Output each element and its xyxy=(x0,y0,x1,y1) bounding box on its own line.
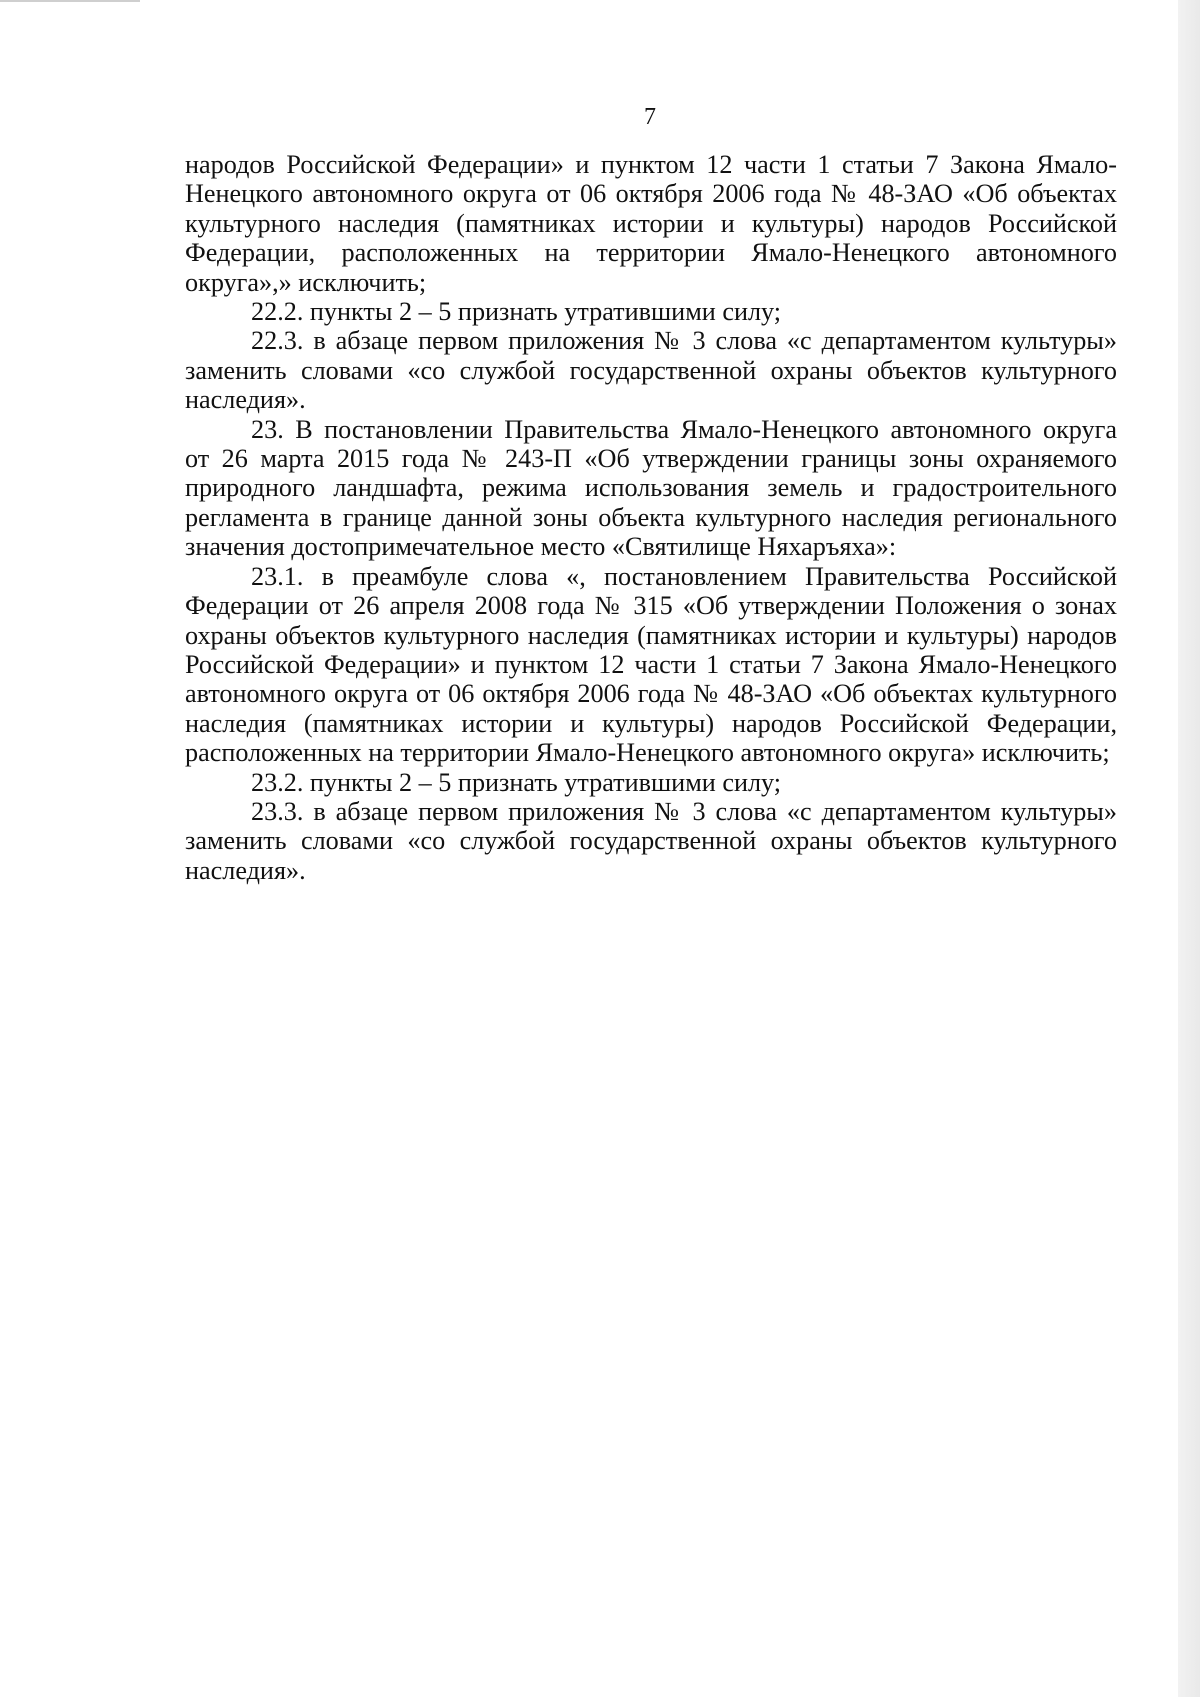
document-body xyxy=(185,150,1117,885)
paragraph-23-3: 23.3. в абзаце первом приложения № 3 слова «с департаментом культуры» заменить словами «со службой государственной охраны объектов культурного наследия». xyxy=(185,796,1117,885)
paragraph-continuation: народов Российской Федерации» и пунктом 12 части 1 статьи 7 Закона Ямало-Ненецкого автономного округа от 06 октября 2006 года № 48-ЗАО «Об объектах культурного наследия (памятниках истории и культуры) народов Российской Федерации, расположенных на территории Ямало-Ненецкого автономного округа»,» исключить; xyxy=(185,150,1117,297)
paragraph-22-3: 22.3. в абзаце первом приложения № 3 слова «с департаментом культуры» заменить словами «со службой государственной охраны объектов культурного наследия». xyxy=(185,326,1117,415)
paragraph-22-2: 22.2. пункты 2 – 5 признать утратившими силу; xyxy=(251,297,782,327)
paragraph-23-1: 23.1. в преамбуле слова «, постановлением Правительства Российской Федерации от 26 апреля 2008 года № 315 «Об утверждении Положения о зонах охраны объектов культурного наследия (памятниках истории и культуры) народов Российской Федерации» и пунктом 12 части 1 статьи 7 Закона Ямало-Ненецкого автономного округа от 06 октября 2006 года № 48-ЗАО «Об объектах культурного наследия (памятниках истории и культуры) народов Российской Федерации, расположенных на территории Ямало-Ненецкого автономного округа» исключить; xyxy=(185,561,1117,768)
page-edge-shadow xyxy=(1178,0,1200,1697)
page-number: 7 xyxy=(644,104,656,130)
scan-edge-mark xyxy=(0,0,140,2)
paragraph-23: 23. В постановлении Правительства Ямало-Ненецкого автономного округа от 26 марта 2015 года № 243-П «Об утверждении границы зоны охраняемого природного ландшафта, режима использования земель и градостроительного регламента в границе данной зоны объекта культурного наследия регионального значения достопримечательное место «Святилище Няхаръяха»: xyxy=(185,414,1117,562)
paragraph-23-2: 23.2. пункты 2 – 5 признать утратившими силу; xyxy=(251,767,782,797)
